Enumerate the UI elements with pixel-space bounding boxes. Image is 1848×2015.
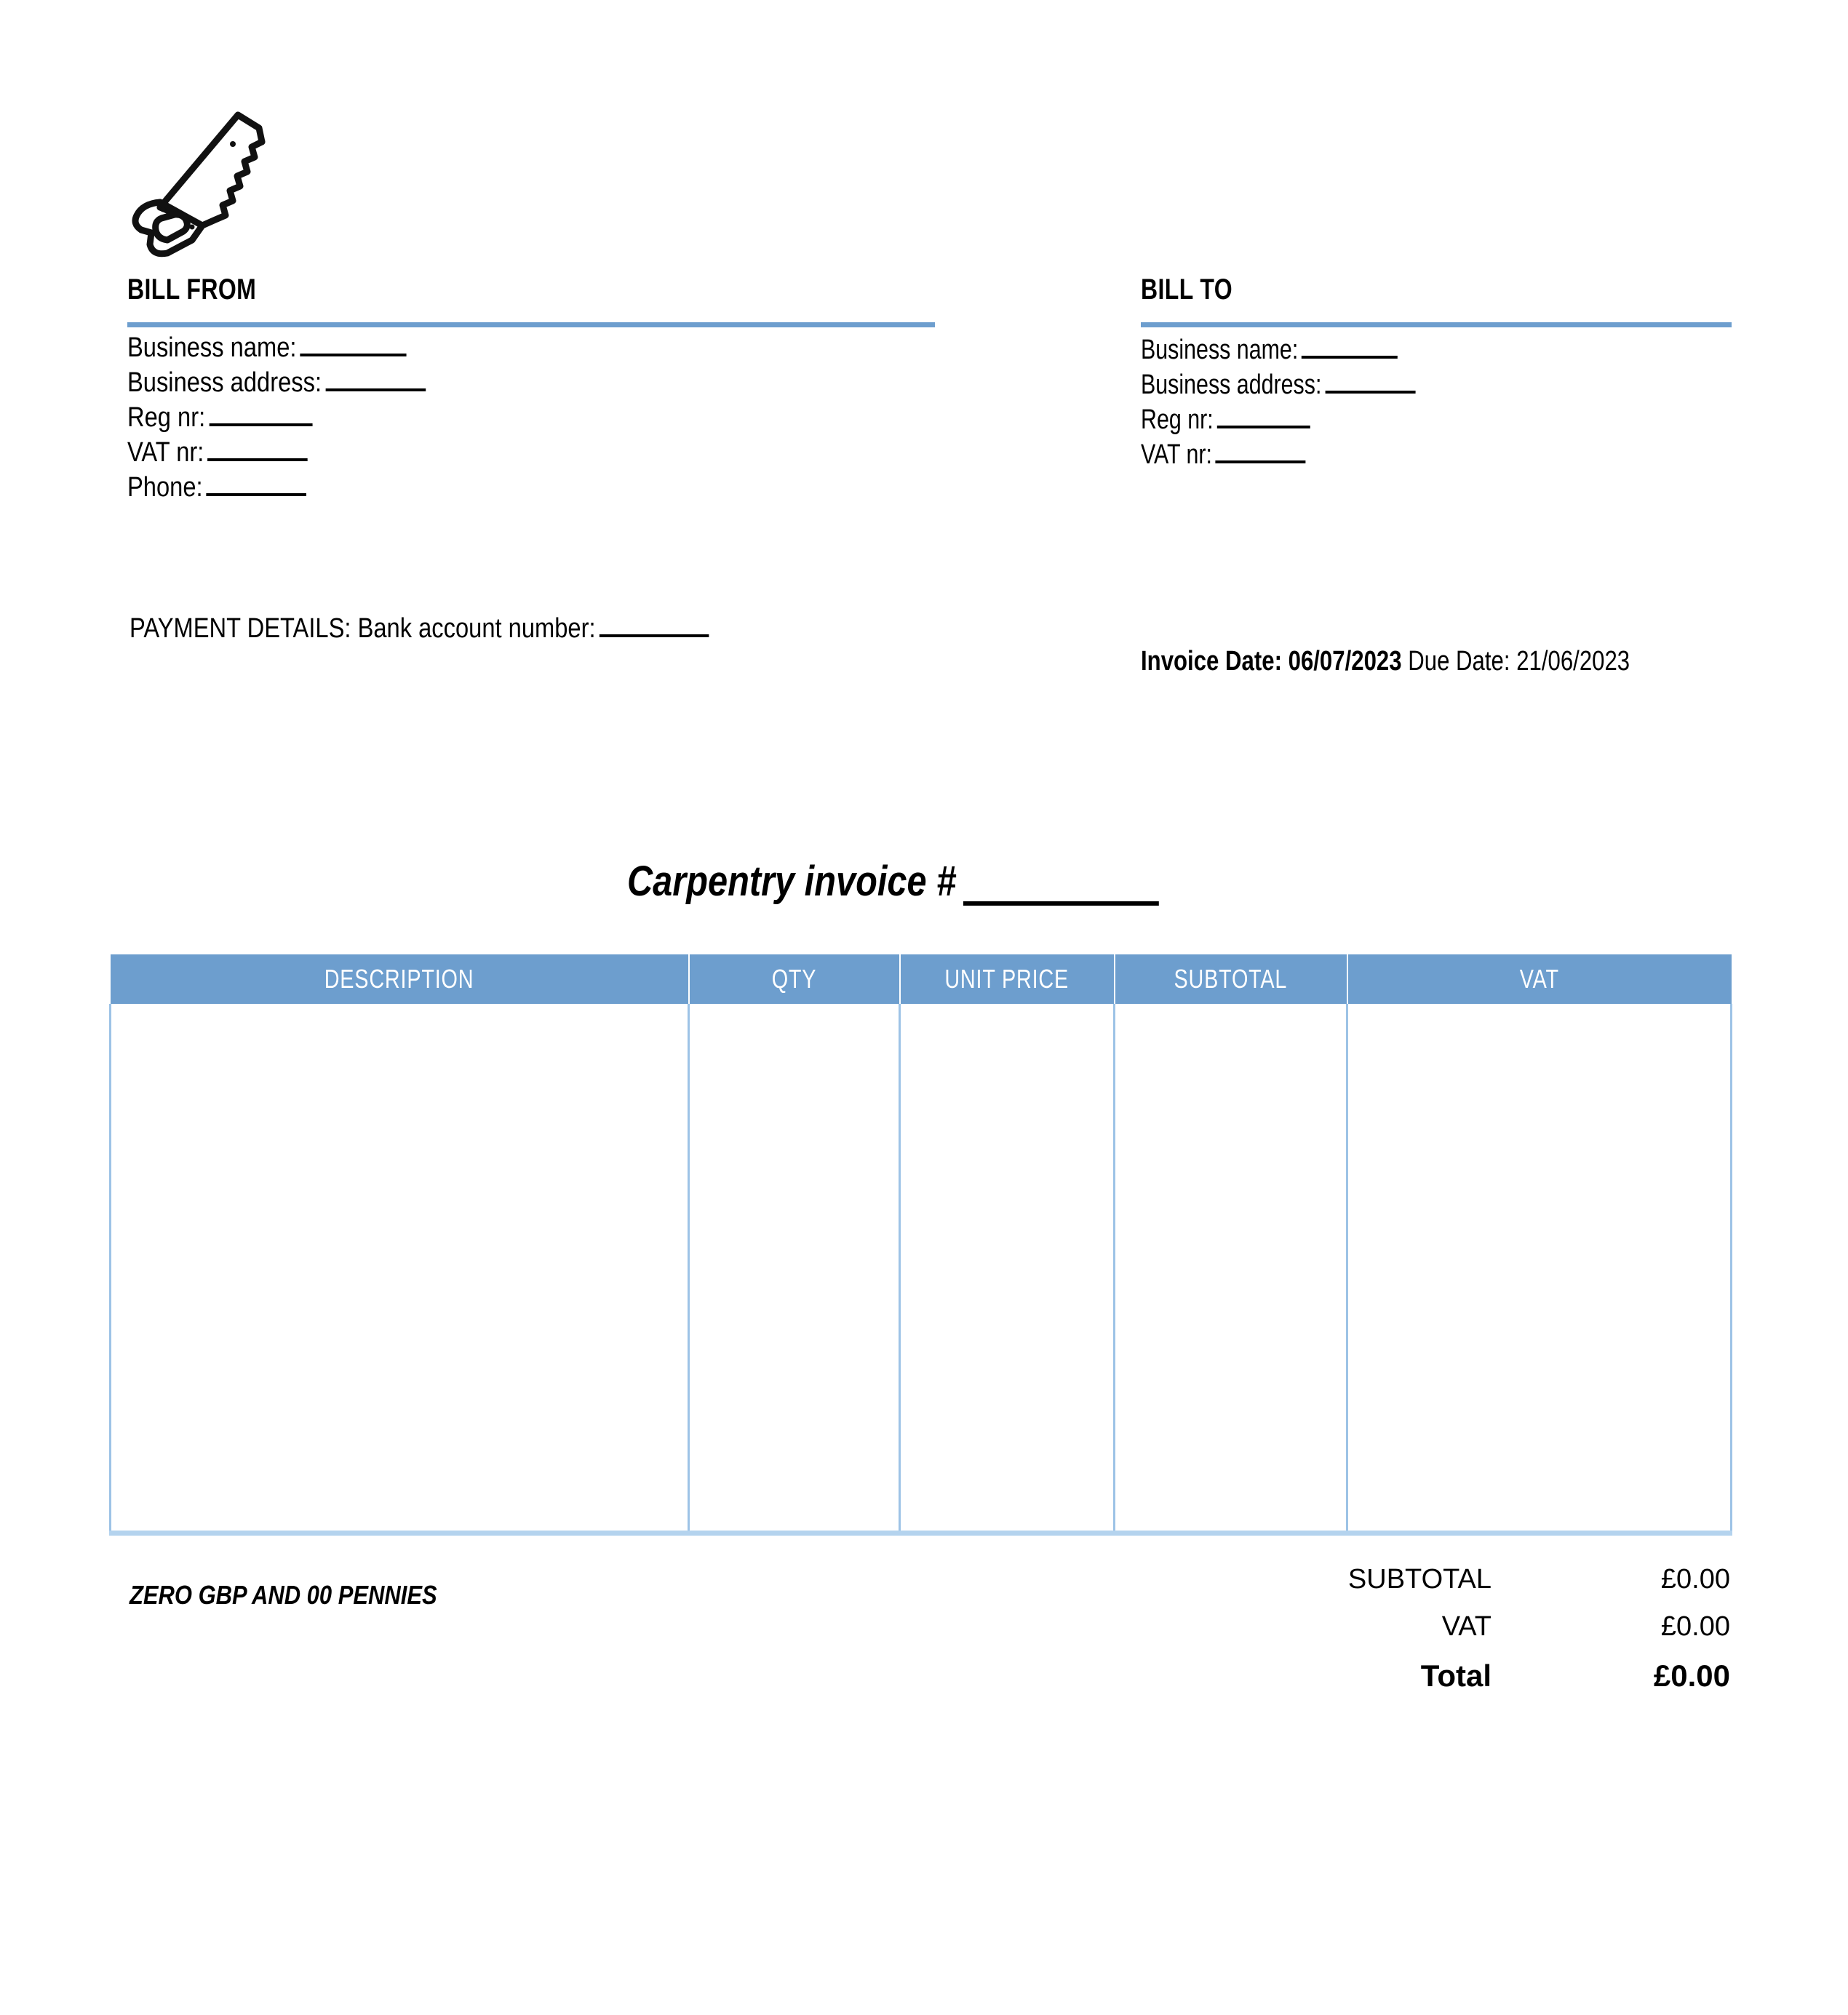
totals-block: [1230, 1564, 1730, 1709]
field-input-vat-nr[interactable]: [1216, 436, 1306, 463]
table-header-row: [111, 954, 1732, 1005]
totals-value: £0.00: [1653, 1659, 1730, 1693]
bill-to-row: [1141, 331, 1415, 366]
invoice-date-label: Invoice Date:: [1141, 646, 1282, 677]
column-header-subtotal: SUBTOTAL: [1115, 954, 1347, 1005]
totals-value: £0.00: [1660, 1611, 1730, 1642]
cell-unit-price[interactable]: [900, 1005, 1115, 1533]
field-label: VAT nr:: [1141, 439, 1212, 470]
field-label: Business name:: [1141, 335, 1299, 365]
bank-account-label: Bank account number:: [357, 613, 596, 644]
totals-row-subtotal: [1230, 1564, 1730, 1595]
field-label: Phone:: [127, 472, 203, 503]
field-input-phone[interactable]: [207, 468, 307, 496]
bill-from-rule: [127, 322, 935, 327]
field-input-business-name[interactable]: [300, 329, 407, 356]
cell-subtotal[interactable]: [1115, 1005, 1347, 1533]
bill-to-row: [1141, 436, 1415, 471]
bill-from-fields: [127, 329, 426, 503]
totals-value: £0.00: [1660, 1564, 1730, 1595]
field-input-business-address[interactable]: [325, 364, 426, 391]
bill-to-row: [1141, 366, 1415, 401]
line-items-table: [109, 954, 1732, 1536]
field-input-reg-nr[interactable]: [1217, 401, 1310, 428]
field-label: Business name:: [127, 332, 297, 363]
bill-from-row: [127, 329, 426, 364]
page-title: [627, 857, 1159, 906]
due-date-label: Due Date:: [1408, 646, 1510, 677]
totals-label: Total: [1420, 1659, 1491, 1693]
payment-details-block: [130, 610, 709, 645]
page-title-text: Carpentry invoice #: [627, 858, 957, 905]
amount-in-words: ZERO GBP AND 00 PENNIES: [130, 1580, 437, 1610]
bill-to-rule: [1141, 322, 1732, 327]
field-label: Reg nr:: [1141, 404, 1214, 435]
bill-to-heading: BILL TO: [1141, 274, 1233, 306]
payment-details-heading: PAYMENT DETAILS:: [130, 613, 351, 644]
invoice-date-row: [1141, 646, 1408, 677]
field-input-business-address[interactable]: [1325, 366, 1415, 394]
cell-qty[interactable]: [689, 1005, 900, 1533]
field-label: Reg nr:: [127, 402, 206, 433]
bill-from-row: [127, 434, 426, 468]
field-label: Business address:: [127, 367, 322, 398]
field-input-business-name[interactable]: [1302, 331, 1398, 359]
column-header-vat: VAT: [1347, 954, 1732, 1005]
table-row: [111, 1005, 1732, 1533]
bill-from-row: [127, 468, 426, 503]
totals-label: SUBTOTAL: [1347, 1564, 1491, 1595]
column-header-unit-price: UNIT PRICE: [900, 954, 1115, 1005]
invoice-dates-block: [1141, 644, 1630, 679]
totals-label: VAT: [1441, 1611, 1491, 1642]
totals-row-total: [1230, 1659, 1730, 1693]
due-date-value: 21/06/2023: [1516, 646, 1630, 677]
column-header-description: DESCRIPTION: [111, 954, 689, 1005]
column-header-qty: QTY: [689, 954, 900, 1005]
cell-vat[interactable]: [1347, 1005, 1732, 1533]
invoice-date-value: 06/07/2023: [1288, 646, 1402, 677]
bill-to-row: [1141, 401, 1415, 436]
bill-from-row: [127, 364, 426, 399]
cell-description[interactable]: [111, 1005, 689, 1533]
field-input-bank-account[interactable]: [600, 610, 709, 637]
bill-from-heading: BILL FROM: [127, 274, 257, 306]
field-label: Business address:: [1141, 370, 1322, 400]
handsaw-icon: [116, 102, 298, 258]
invoice-number-input[interactable]: [963, 866, 1159, 906]
bill-to-fields: [1141, 331, 1415, 471]
bill-from-row: [127, 399, 426, 434]
field-input-vat-nr[interactable]: [207, 434, 308, 461]
due-date-row: [1408, 646, 1630, 677]
field-label: VAT nr:: [127, 437, 204, 468]
field-input-reg-nr[interactable]: [209, 399, 312, 426]
totals-row-vat: [1230, 1611, 1730, 1643]
bank-account-row: [358, 613, 709, 644]
